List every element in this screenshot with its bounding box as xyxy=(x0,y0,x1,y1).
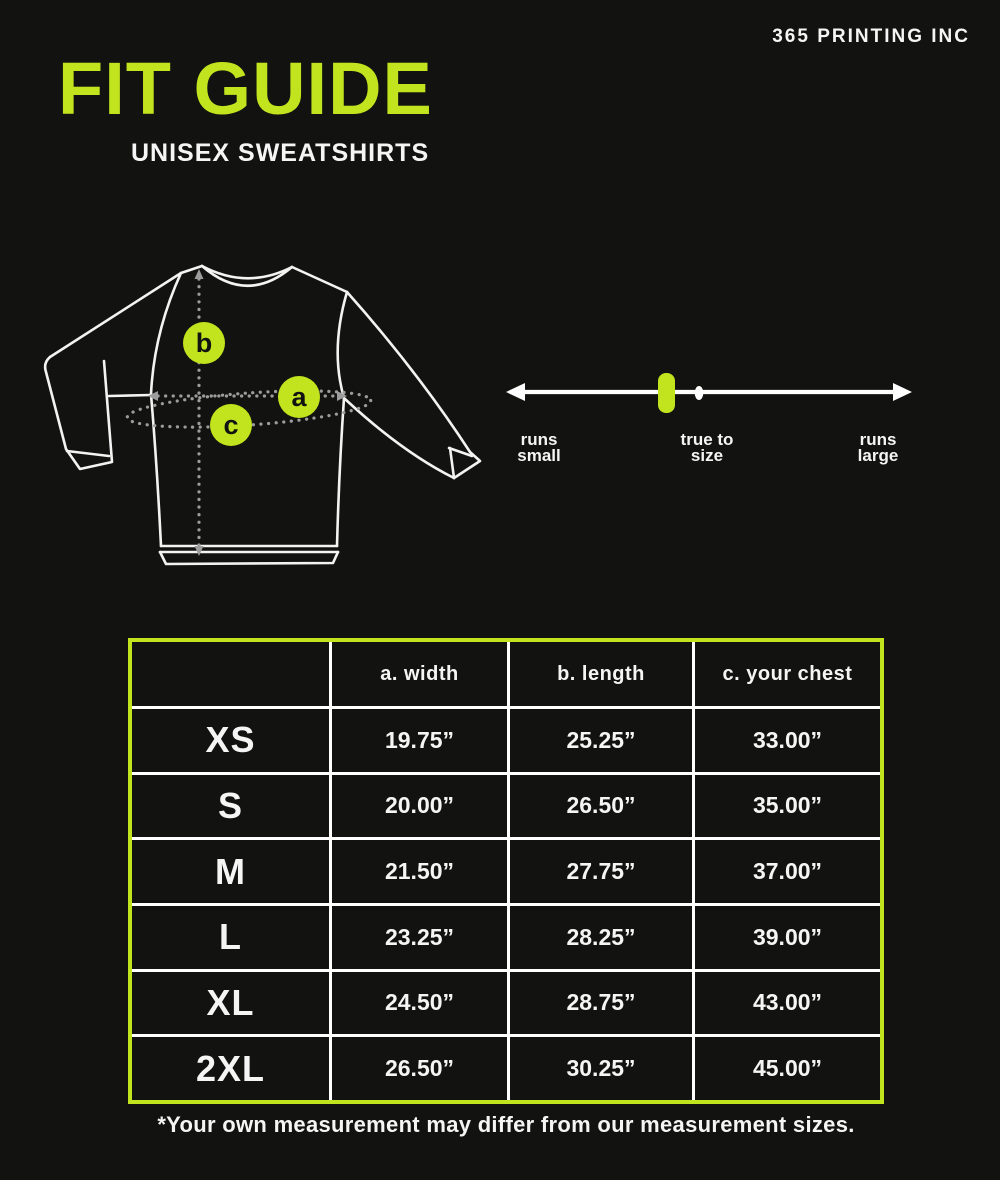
marker-a-label: a xyxy=(291,382,307,412)
right-sleeve-inner-seam xyxy=(345,399,454,478)
length-value: 27.75” xyxy=(507,837,692,903)
size-table xyxy=(128,638,884,1104)
chest-value: 39.00” xyxy=(692,903,880,969)
label-line: small xyxy=(517,446,561,465)
length-value: 26.50” xyxy=(507,772,692,838)
right-sleeve-outline xyxy=(347,292,480,478)
marker-b xyxy=(183,322,225,364)
label-line: runs xyxy=(520,430,558,449)
right-shoulder-line xyxy=(292,267,347,292)
marker-c-label: c xyxy=(223,410,239,440)
table-header-width: a. width xyxy=(329,642,507,706)
hem-waistband xyxy=(160,552,338,564)
length-value: 30.25” xyxy=(507,1034,692,1100)
chest-value: 43.00” xyxy=(692,969,880,1035)
collar-outer-line xyxy=(202,266,292,286)
fit-scale xyxy=(506,373,912,413)
length-value: 28.25” xyxy=(507,903,692,969)
left-underarm-line xyxy=(109,395,151,396)
label-line: size xyxy=(690,446,724,465)
width-value: 24.50” xyxy=(329,969,507,1035)
width-value: 21.50” xyxy=(329,837,507,903)
right-cuff-inner-edge xyxy=(450,448,454,478)
width-value: 26.50” xyxy=(329,1034,507,1100)
page-subtitle: UNISEX SWEATSHIRTS xyxy=(131,139,430,167)
size-label: S xyxy=(132,772,329,838)
size-label: XL xyxy=(132,969,329,1035)
body-left-edge xyxy=(151,394,161,546)
width-value: 20.00” xyxy=(329,772,507,838)
size-label: L xyxy=(132,903,329,969)
length-value: 25.25” xyxy=(507,706,692,772)
fit-scale-indicator xyxy=(658,373,675,413)
brand-text: 365 PRINTING INC xyxy=(772,26,970,47)
arrowhead-up xyxy=(195,269,204,279)
measurement-guides xyxy=(126,269,372,556)
width-value: 23.25” xyxy=(329,903,507,969)
chest-value: 45.00” xyxy=(692,1034,880,1100)
size-label: M xyxy=(132,837,329,903)
label-line: runs xyxy=(859,430,897,449)
label-line: true to xyxy=(680,430,734,449)
left-cuff-line xyxy=(67,451,109,456)
arrowhead-left xyxy=(148,391,158,401)
marker-b-label: b xyxy=(195,328,213,358)
fit-scale-arrow-right-icon xyxy=(893,383,912,401)
footnote: *Your own measurement may differ from our measurement sizes. xyxy=(157,1112,855,1137)
chest-value: 37.00” xyxy=(692,837,880,903)
fit-scale-arrow-left-icon xyxy=(506,383,525,401)
size-label: 2XL xyxy=(132,1034,329,1100)
marker-a xyxy=(278,376,320,418)
chest-value: 33.00” xyxy=(692,706,880,772)
size-label: XS xyxy=(132,706,329,772)
label-line: large xyxy=(857,446,899,465)
chest-value: 35.00” xyxy=(692,772,880,838)
table-header-chest: c. your chest xyxy=(692,642,880,706)
width-value: 19.75” xyxy=(329,706,507,772)
fit-scale-label-runs-small xyxy=(469,432,609,464)
fit-scale-label-runs-large xyxy=(808,432,948,464)
length-value: 28.75” xyxy=(507,969,692,1035)
right-armhole-seam xyxy=(338,292,347,398)
marker-c xyxy=(210,404,252,446)
sweatshirt-outline xyxy=(45,266,480,564)
table-header-length: b. length xyxy=(507,642,692,706)
page-title: FIT GUIDE xyxy=(58,47,433,130)
table-header-size xyxy=(132,642,329,706)
fit-scale-center-dot xyxy=(695,386,704,400)
left-armhole-seam xyxy=(151,273,181,394)
fit-scale-label-true-to-size xyxy=(637,432,777,464)
body-right-edge xyxy=(337,398,344,546)
